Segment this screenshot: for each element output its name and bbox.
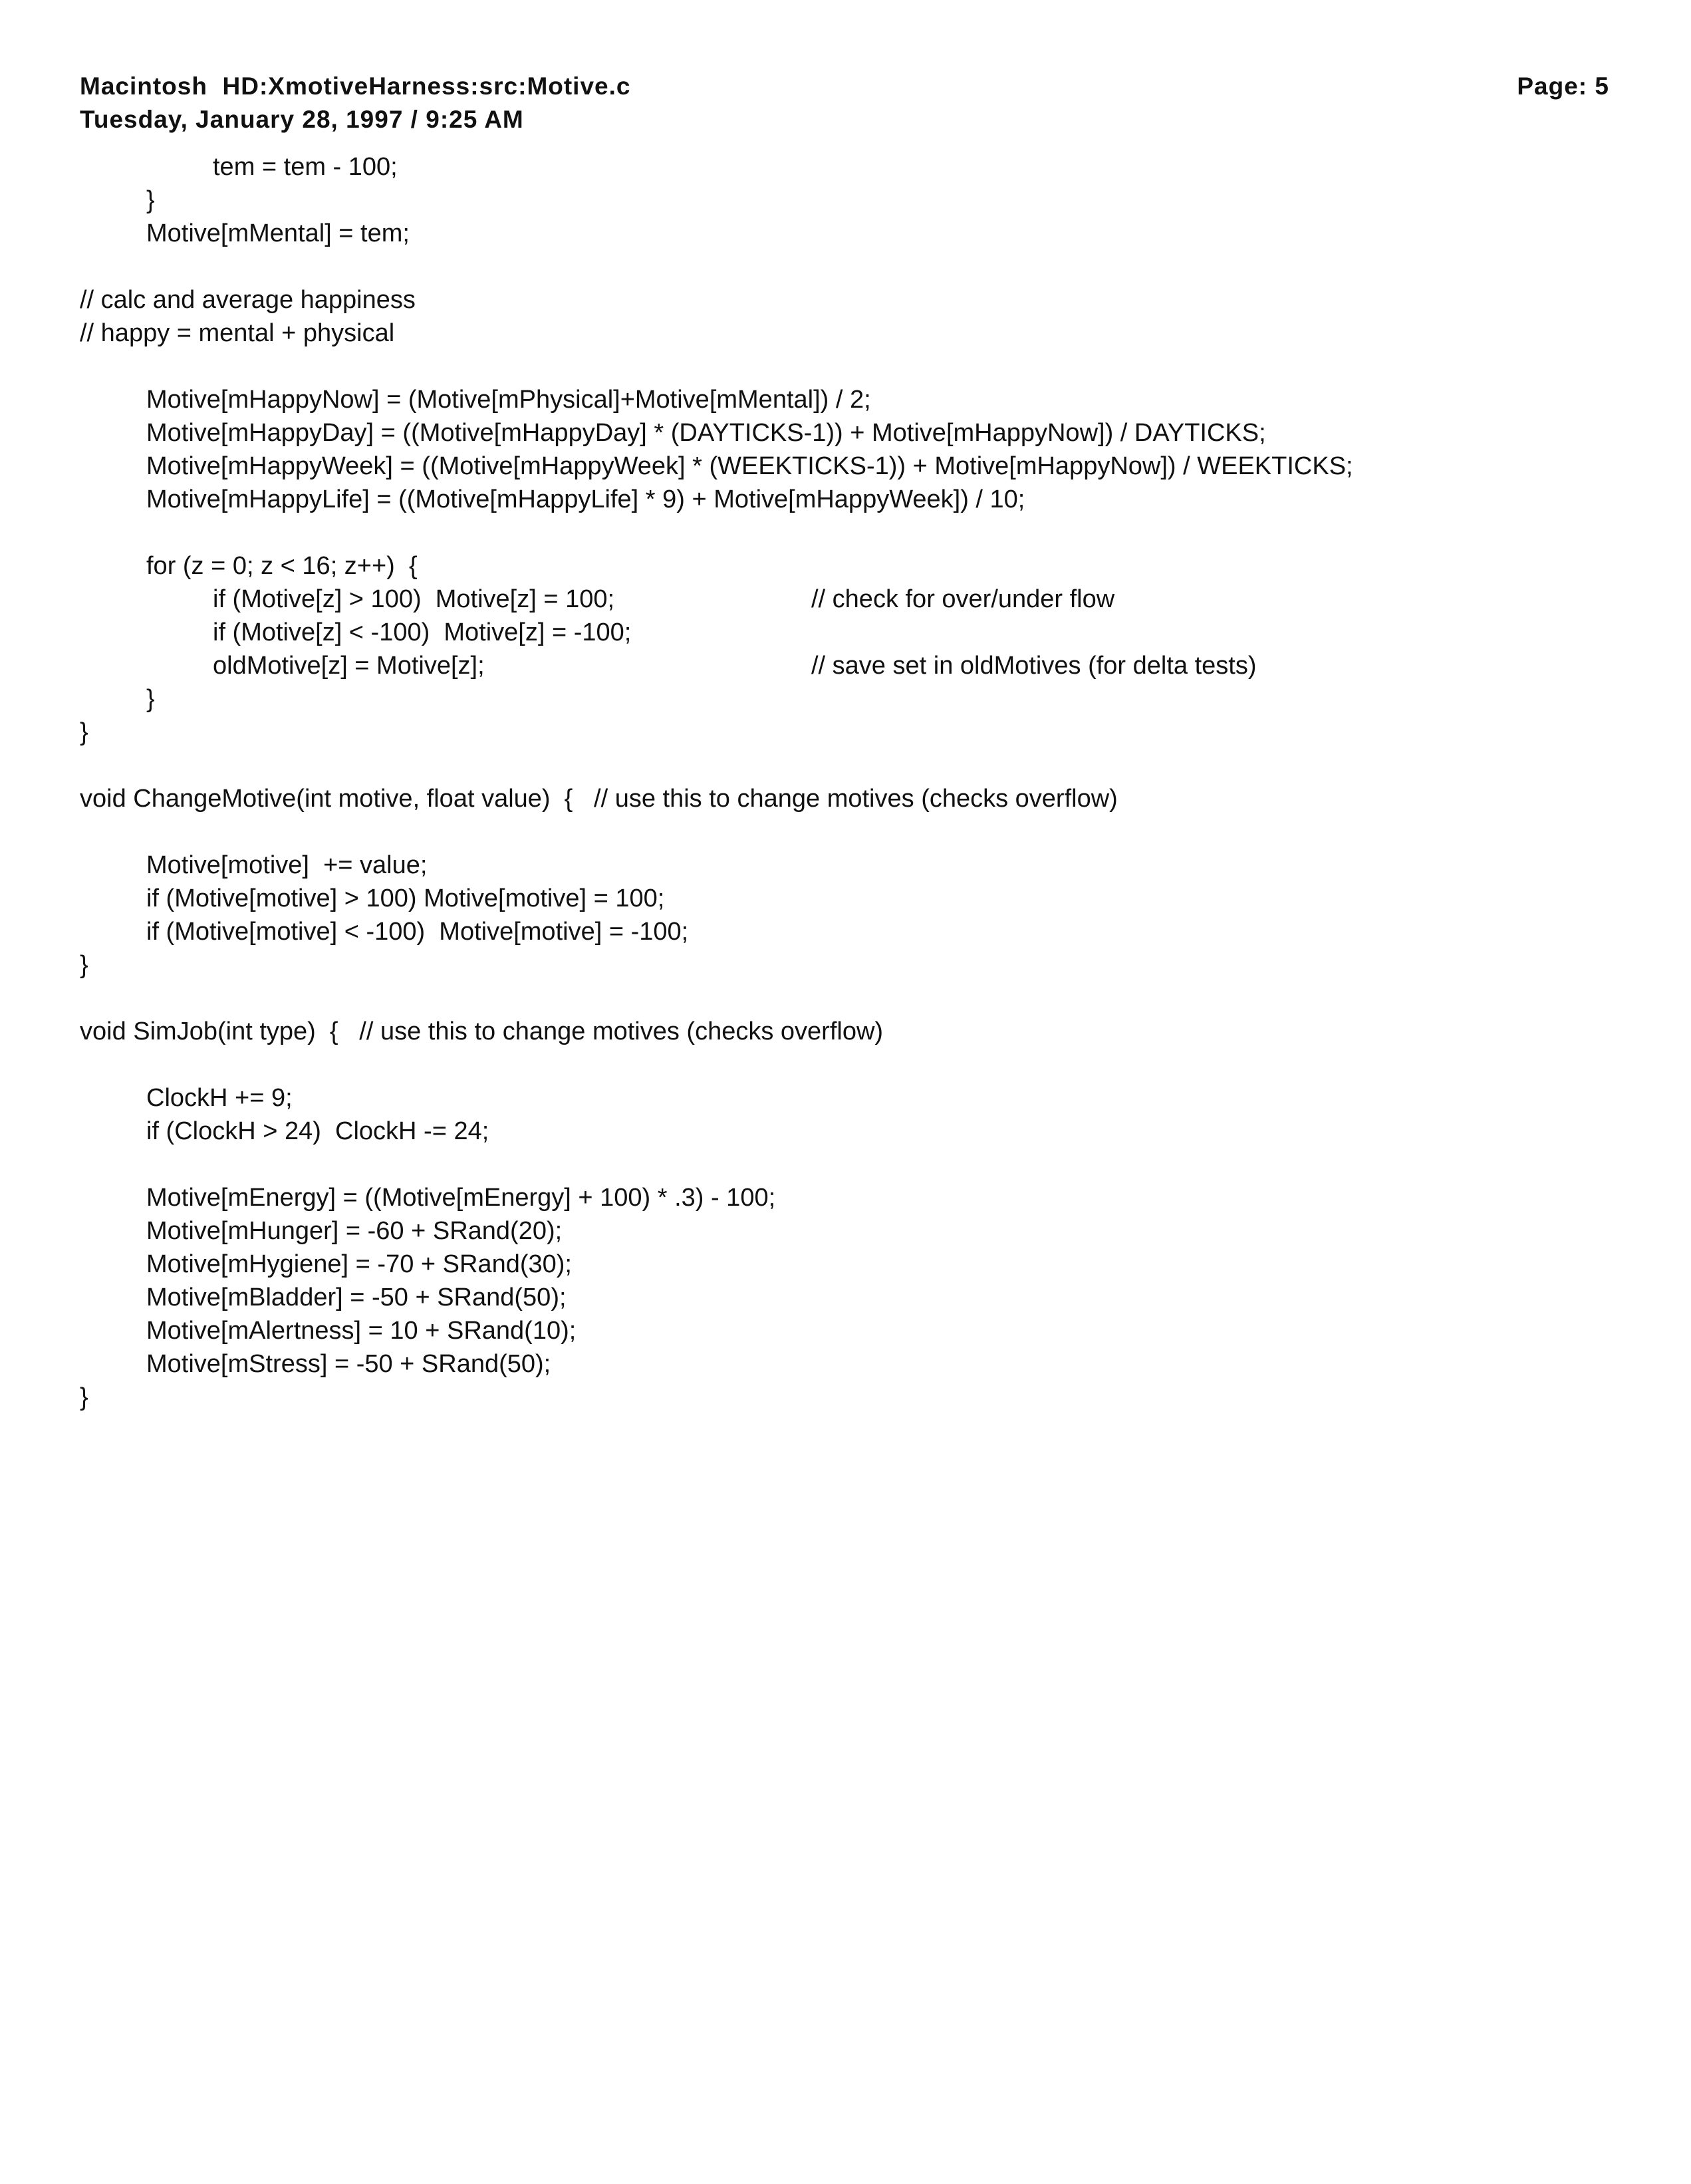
code-line bbox=[80, 1181, 1609, 1214]
code-text: Motive[mEnergy] = ((Motive[mEnergy] + 100) * .3) - 100; bbox=[146, 1184, 776, 1212]
code-listing bbox=[80, 150, 1609, 1414]
code-text: void SimJob(int type) { // use this to change motives (checks overflow) bbox=[80, 1018, 884, 1045]
code-line bbox=[80, 815, 1609, 849]
code-line bbox=[80, 1248, 1609, 1281]
code-line bbox=[80, 483, 1609, 516]
code-line bbox=[80, 682, 1609, 716]
code-text: } bbox=[80, 718, 88, 746]
code-line bbox=[80, 649, 1609, 682]
code-line bbox=[80, 1081, 1609, 1115]
code-line bbox=[80, 184, 1609, 217]
code-comment: // check for over/under flow bbox=[811, 585, 1115, 613]
code-line bbox=[80, 583, 1609, 616]
code-line bbox=[80, 150, 1609, 184]
code-text: Motive[mHappyNow] = (Motive[mPhysical]+Motive[mMental]) / 2; bbox=[146, 386, 871, 414]
code-line bbox=[80, 1281, 1609, 1314]
code-line bbox=[80, 749, 1609, 782]
code-line bbox=[80, 217, 1609, 250]
code-line bbox=[80, 1115, 1609, 1148]
code-text: // happy = mental + physical bbox=[80, 319, 395, 347]
code-text: ClockH += 9; bbox=[146, 1084, 293, 1112]
code-comment: // save set in oldMotives (for delta tests) bbox=[811, 652, 1257, 680]
code-line bbox=[80, 1314, 1609, 1347]
code-line bbox=[80, 317, 1609, 350]
code-text: } bbox=[80, 951, 88, 979]
code-text: } bbox=[146, 186, 155, 214]
code-text: Motive[motive] += value; bbox=[146, 851, 428, 879]
code-text: } bbox=[80, 1383, 88, 1411]
code-line bbox=[80, 250, 1609, 283]
code-line bbox=[80, 948, 1609, 982]
code-line bbox=[80, 915, 1609, 948]
code-text: for (z = 0; z < 16; z++) { bbox=[146, 552, 418, 580]
code-text: Motive[mHappyDay] = ((Motive[mHappyDay] * (DAYTICKS-1)) + Motive[mHappyNow]) / DAYTICKS; bbox=[146, 419, 1266, 447]
code-text: // calc and average happiness bbox=[80, 286, 416, 314]
code-line bbox=[80, 849, 1609, 882]
code-text: tem = tem - 100; bbox=[213, 153, 398, 181]
code-text: if (Motive[motive] > 100) Motive[motive] = 100; bbox=[146, 885, 665, 912]
code-line bbox=[80, 1148, 1609, 1181]
code-line bbox=[80, 383, 1609, 416]
code-line bbox=[80, 1015, 1609, 1048]
code-line bbox=[80, 716, 1609, 749]
code-text: Motive[mHygiene] = -70 + SRand(30); bbox=[146, 1250, 572, 1278]
code-line bbox=[80, 782, 1609, 815]
code-text: if (Motive[motive] < -100) Motive[motive] = -100; bbox=[146, 918, 689, 946]
code-text: Motive[mHunger] = -60 + SRand(20); bbox=[146, 1217, 563, 1245]
file-path: Macintosh HD:XmotiveHarness:src:Motive.c bbox=[80, 72, 631, 100]
code-text: Motive[mBladder] = -50 + SRand(50); bbox=[146, 1284, 567, 1311]
code-line bbox=[80, 1214, 1609, 1248]
page-number: Page: 5 bbox=[1517, 72, 1609, 100]
code-line bbox=[80, 1048, 1609, 1081]
page-header bbox=[80, 69, 1609, 136]
code-text: } bbox=[146, 685, 155, 713]
code-text: void ChangeMotive(int motive, float value) { // use this to change motives (checks overflow) bbox=[80, 785, 1118, 813]
code-line bbox=[80, 350, 1609, 383]
code-line bbox=[80, 416, 1609, 450]
code-text: Motive[mHappyLife] = ((Motive[mHappyLife] * 9) + Motive[mHappyWeek]) / 10; bbox=[146, 485, 1025, 513]
code-line bbox=[80, 283, 1609, 317]
code-line bbox=[80, 616, 1609, 649]
code-text: Motive[mAlertness] = 10 + SRand(10); bbox=[146, 1317, 577, 1345]
code-text: Motive[mHappyWeek] = ((Motive[mHappyWeek] * (WEEKTICKS-1)) + Motive[mHappyNow]) / WEEKTICKS; bbox=[146, 452, 1353, 480]
code-line bbox=[80, 982, 1609, 1015]
code-line bbox=[80, 882, 1609, 915]
code-line bbox=[80, 1347, 1609, 1381]
code-text: Motive[mMental] = tem; bbox=[146, 219, 410, 247]
code-line bbox=[80, 549, 1609, 583]
print-date: Tuesday, January 28, 1997 / 9:25 AM bbox=[80, 106, 524, 133]
code-line bbox=[80, 516, 1609, 549]
code-text: oldMotive[z] = Motive[z]; bbox=[213, 652, 485, 680]
code-line bbox=[80, 450, 1609, 483]
code-text: if (Motive[z] > 100) Motive[z] = 100; bbox=[213, 585, 615, 613]
code-line bbox=[80, 1381, 1609, 1414]
code-text: Motive[mStress] = -50 + SRand(50); bbox=[146, 1350, 551, 1378]
code-text: if (Motive[z] < -100) Motive[z] = -100; bbox=[213, 618, 632, 646]
code-text: if (ClockH > 24) ClockH -= 24; bbox=[146, 1117, 489, 1145]
